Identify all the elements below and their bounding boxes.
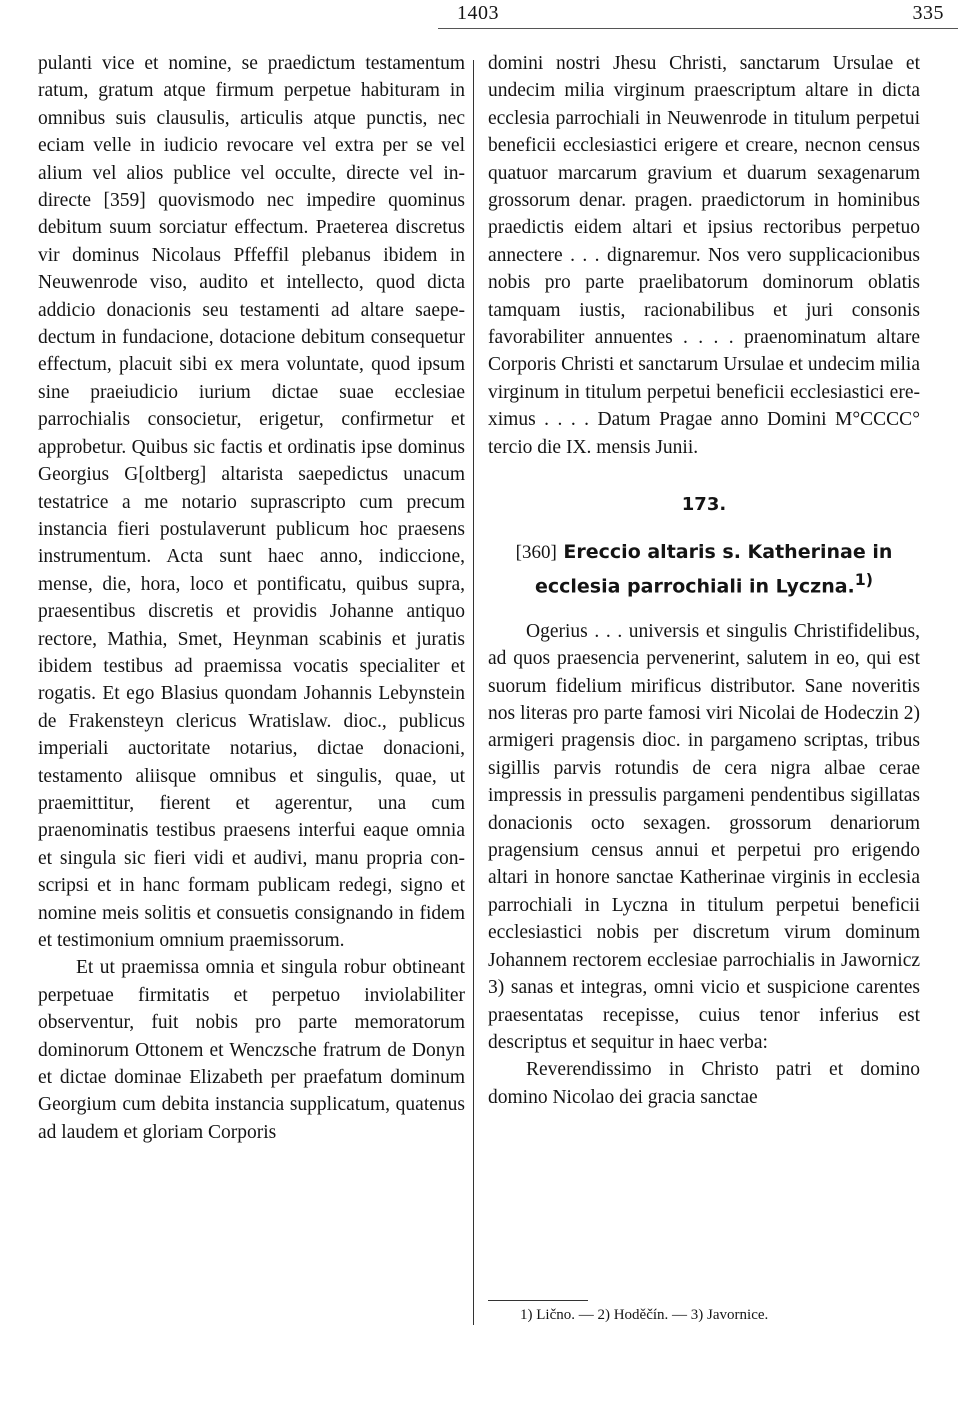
heading-footnote-mark: 1) bbox=[854, 569, 874, 589]
page-number: 335 bbox=[912, 2, 944, 24]
footnote-rule bbox=[488, 1300, 588, 1301]
left-column bbox=[38, 50, 465, 1146]
left-paragraph-2: Et ut praemissa omnia et singula robur obtineant perpetuae firmitatis et perpetuo inviolabiliter observentur, fuit nobis pro parte memoratorum dominorum Ottonem et Wenczsche fratrum de Donyn et dictae dominae Elizabeth per praefatum dominum Georgium cum debita instancia supplicatum, quatenus ad laudem et gloriam Corporis bbox=[38, 957, 465, 1143]
header-rule bbox=[438, 28, 958, 29]
heading-line-2: ecclesia parrochiali in Lyczna. bbox=[534, 574, 855, 597]
right-column bbox=[488, 50, 920, 1111]
document-heading bbox=[488, 539, 920, 600]
page-year: 1403 bbox=[457, 2, 499, 24]
footnotes: 1) Lično. — 2) Hoděčín. — 3) Javornice. bbox=[520, 1307, 769, 1323]
heading-line-1: Ereccio altaris s. Katherinae in bbox=[563, 540, 893, 563]
right-body-paragraph-1: Ogerius . . . universis et singulis Christifidelibus, ad quos praesencia pervenerint, salutem in eo, qui est suorum fidelium mirificus distributor. Sane noveritis nos literas pro parte famosi viri Nicolai de Hodeczin 2) armigeri pragensis dioc. in pargameno scriptas, tribus sigillis parvis rotundis de cera nigra albae cerae impressis in pressulis pargameni pendentibus sigillatas donacionis octo sexagen. grossorum denariorum pragensium census annui et perpetui pro erigendo altari in honore sanctae Katherinae virginis in ecclesia parrochiali in Lyczna in titulum perpetui beneficii ecclesiastici nobis per discretum virum dominum Johannem rectorem ecclesiae parrochialis in Jawornicz 3) sanas et integras, omni vicio et suspicione carentes praesentatas recepisse, cuius tenor inferius est descriptus et sequitur in haec verba: bbox=[488, 620, 920, 1053]
document-number: 173. bbox=[681, 494, 727, 516]
heading-ref: [360] bbox=[515, 541, 557, 563]
right-body-paragraph-2: Reverendissimo in Christo patri et domino domino Nicolao dei gracia sanctae bbox=[488, 1059, 920, 1108]
right-paragraph-1: domini nostri Jhesu Christi, sanctarum Ursulae et undecim milia virginum praescriptum altare in dicta ecclesia parrochiali in Neuwenrode in titulum perpetui beneficii ecclesiastici erigere et creare, necnon census quatuor marcarum gravium et duarum sexagenarum grossorum denar. pragen. praedictorum in hominibus praedictis eidem altari et ipsius rectoribus perpetuo annectere . . . dignaremur. Nos vero supplicacionibus nobis pro parte praelibatorum dominorum oblatis tamquam iustis, racionabilibus et juri consonis favorabiliter annuentes . . . . praenominatum altare Corporis Christi et sanctarum Ursulae et undecim milia virginum in titulum perpetui beneficii ecclesiastici ereximus . . . . Datum Pragae anno Domini M°CCCC° tercio die IX. mensis Junii. bbox=[488, 53, 920, 458]
left-paragraph-1: pulanti vice et nomine, se praedictum testamentum ratum, gratum atque firmum perpetue habituram in omnibus suis clausulis, articulis atque punctis, nec eciam velle in iudicio revocare vel extra per se vel alium vel alios publice vel occulte, directe vel indirecte [359] quovismodo nec impedire quominus debitum suum sorciatur effectum. Praeterea discretus vir dominus Nicolaus Pffeffil plebanus ibidem in Neuwenrode viso, audito et intellecto, quod dicta addicio donacionis seu testamenti ad altare saepedectum in fundacione, dotacione debitum consequetur effectum, placuit sibi ex mera voluntate, quod ipsum sine praeiudicio iurium dictae suae ecclesiae parrochialis consocietur, erigetur, confirmetur et approbetur. Quibus sic factis et ordinatis ipse dominus Georgius G[oltberg] altarista saepedictus unacum testatrice a me notario suprascripto cum precum instancia fieri postulaverunt publicum hoc praesens instrumentum. Acta sunt haec anno, indiccione, mense, die, hora, loco et pontificatu, quibus supra, praesentibus discretis et providis Johanne antiquo rectore, Mathia, Smet, Heynman scabinis et juratis ibidem testibus ad praemissa vocatis specialiter et rogatis. Et ego Blasius quondam Johannis Lebynstein de Frakensteyn clericus Wratislaw. dioc., publicus imperiali auctoritate notarius, dictae donacioni, testamento aliisque omnibus et singulis, quae, ut praemittitur, fierent et agerentur, una cum praenominatis testibus praesens interfui eaque omnia et singula sic fieri vidi et audivi, manu propria conscripsi et in hanc formam publicam redegi, signo et nomine meis solitis et consuetis consignando in fidem et testimonium omnium praemissorum. bbox=[38, 53, 465, 951]
column-divider bbox=[473, 60, 474, 1325]
